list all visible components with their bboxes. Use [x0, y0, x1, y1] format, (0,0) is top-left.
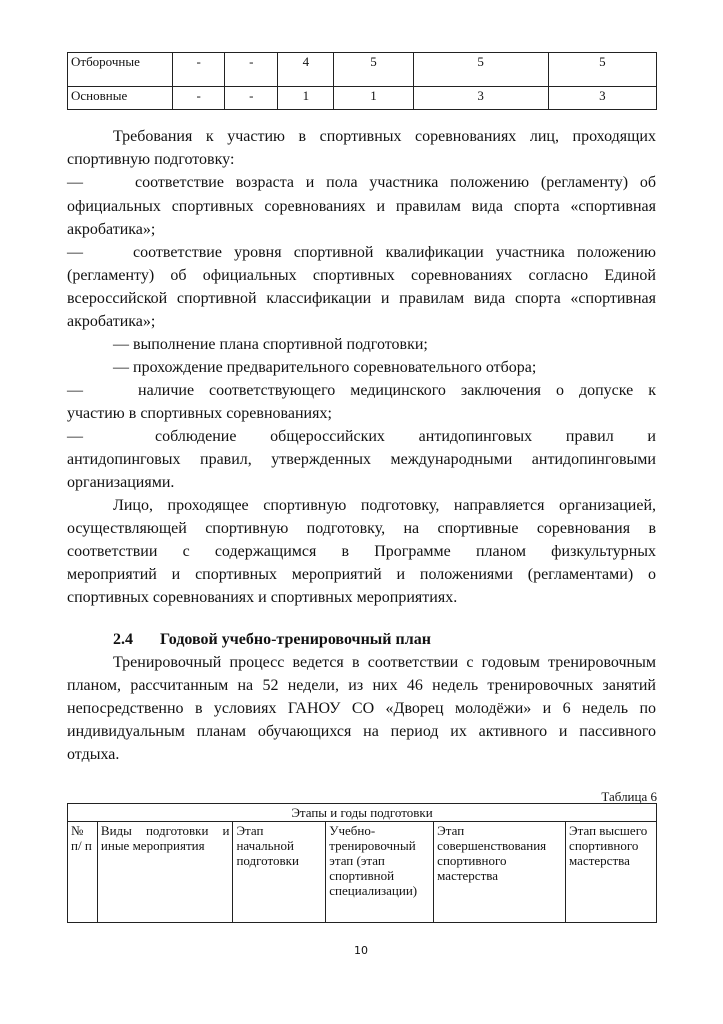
table-cell: -	[173, 87, 225, 110]
table-cell: -	[225, 53, 278, 87]
table-cell: 5	[334, 53, 413, 87]
table-cell: -	[225, 87, 278, 110]
table-cell: -	[173, 53, 225, 87]
text-line: мероприятий и спортивных мероприятий и положениями (регламентами) о	[67, 566, 656, 583]
table-cell: 4	[278, 53, 334, 87]
text-line: официальных спортивных соревнованиях и правилам вида спорта «спортивная	[67, 198, 656, 215]
text-line: соответствие возраста и пола участника положению (регламенту) об	[135, 174, 656, 191]
text-line: Тренировочный процесс ведется в соответствии с годовым тренировочным	[113, 654, 656, 671]
table-cell: Основные	[68, 87, 173, 110]
text-line: акробатика»;	[67, 313, 156, 330]
text-line: — прохождение предварительного соревновательного отбора;	[113, 359, 537, 376]
table-cell: Отборочные	[68, 53, 173, 87]
text-line: осуществляющей спортивную подготовку, на спортивные соревнования в	[67, 520, 656, 537]
text-line: соответствии с содержащимся в Программе планом физкультурных	[67, 543, 656, 560]
list-dash: —	[67, 428, 83, 445]
table-header-row	[68, 804, 657, 822]
table-cell: 3	[413, 87, 548, 110]
text-line: акробатика»;	[67, 221, 156, 238]
list-dash: —	[67, 174, 83, 191]
column-header: Виды подготовки и иные мероприятия	[97, 822, 233, 923]
column-header: Этап совершенствования спортивного мастерства	[434, 822, 566, 923]
annual-plan-table	[67, 803, 657, 923]
text-line: организациями.	[67, 474, 175, 491]
column-header: Этап высшего спортивного мастерства	[566, 822, 657, 923]
text-line: Лицо, проходящее спортивную подготовку, направляется организацией,	[113, 497, 656, 514]
group-header: Этапы и годы подготовки	[68, 804, 657, 822]
table-row	[68, 53, 657, 87]
column-header: Учебно-тренировочный этап (этап спортивной специализации)	[326, 822, 434, 923]
table-cell: 1	[334, 87, 413, 110]
text-line: — выполнение плана спортивной подготовки;	[113, 336, 428, 353]
text-line: планом, рассчитанным на 52 недели, из них 46 недель тренировочных занятий	[67, 677, 656, 694]
page-number: 10	[354, 944, 368, 957]
table-cell: 5	[548, 53, 656, 87]
table-caption: Таблица 6	[601, 789, 657, 804]
text-line: отдыха.	[67, 746, 120, 763]
text-line: спортивную подготовку:	[67, 151, 235, 168]
text-line: Требования к участию в спортивных соревнованиях лиц, проходящих	[113, 128, 656, 145]
text-line: антидопинговых правил, утвержденных международными антидопинговыми	[67, 451, 656, 468]
list-dash: —	[67, 244, 83, 261]
section-title: Годовой учебно-тренировочный план	[160, 631, 431, 648]
table-row	[68, 87, 657, 110]
text-line: всероссийской спортивной классификации и правилам вида спорта «спортивная	[67, 290, 656, 307]
table-cell: 3	[548, 87, 656, 110]
list-dash: —	[67, 382, 83, 399]
text-line: индивидуальным планам обучающихся на период их активного и пассивного	[67, 723, 656, 740]
text-line: соблюдение общероссийских антидопинговых правил и	[155, 428, 656, 445]
competitions-table	[67, 52, 657, 110]
column-header: Этап начальной подготовки	[233, 822, 326, 923]
section-number: 2.4	[113, 631, 133, 648]
table-header-row	[68, 822, 657, 923]
column-header: № п/ п	[68, 822, 98, 923]
text-line: участию в спортивных соревнованиях;	[67, 405, 332, 422]
table-cell: 5	[413, 53, 548, 87]
text-line: соответствие уровня спортивной квалификации участника положению	[133, 244, 656, 261]
text-line: наличие соответствующего медицинского заключения о допуске к	[138, 382, 656, 399]
table-cell: 1	[278, 87, 334, 110]
text-line: непосредственно в условиях ГАНОУ СО «Дворец молодёжи» и 6 недель по	[67, 700, 656, 717]
text-line: спортивных соревнованиях и спортивных мероприятиях.	[67, 589, 458, 606]
text-line: (регламенту) об официальных спортивных соревнованиях согласно Единой	[67, 267, 656, 284]
